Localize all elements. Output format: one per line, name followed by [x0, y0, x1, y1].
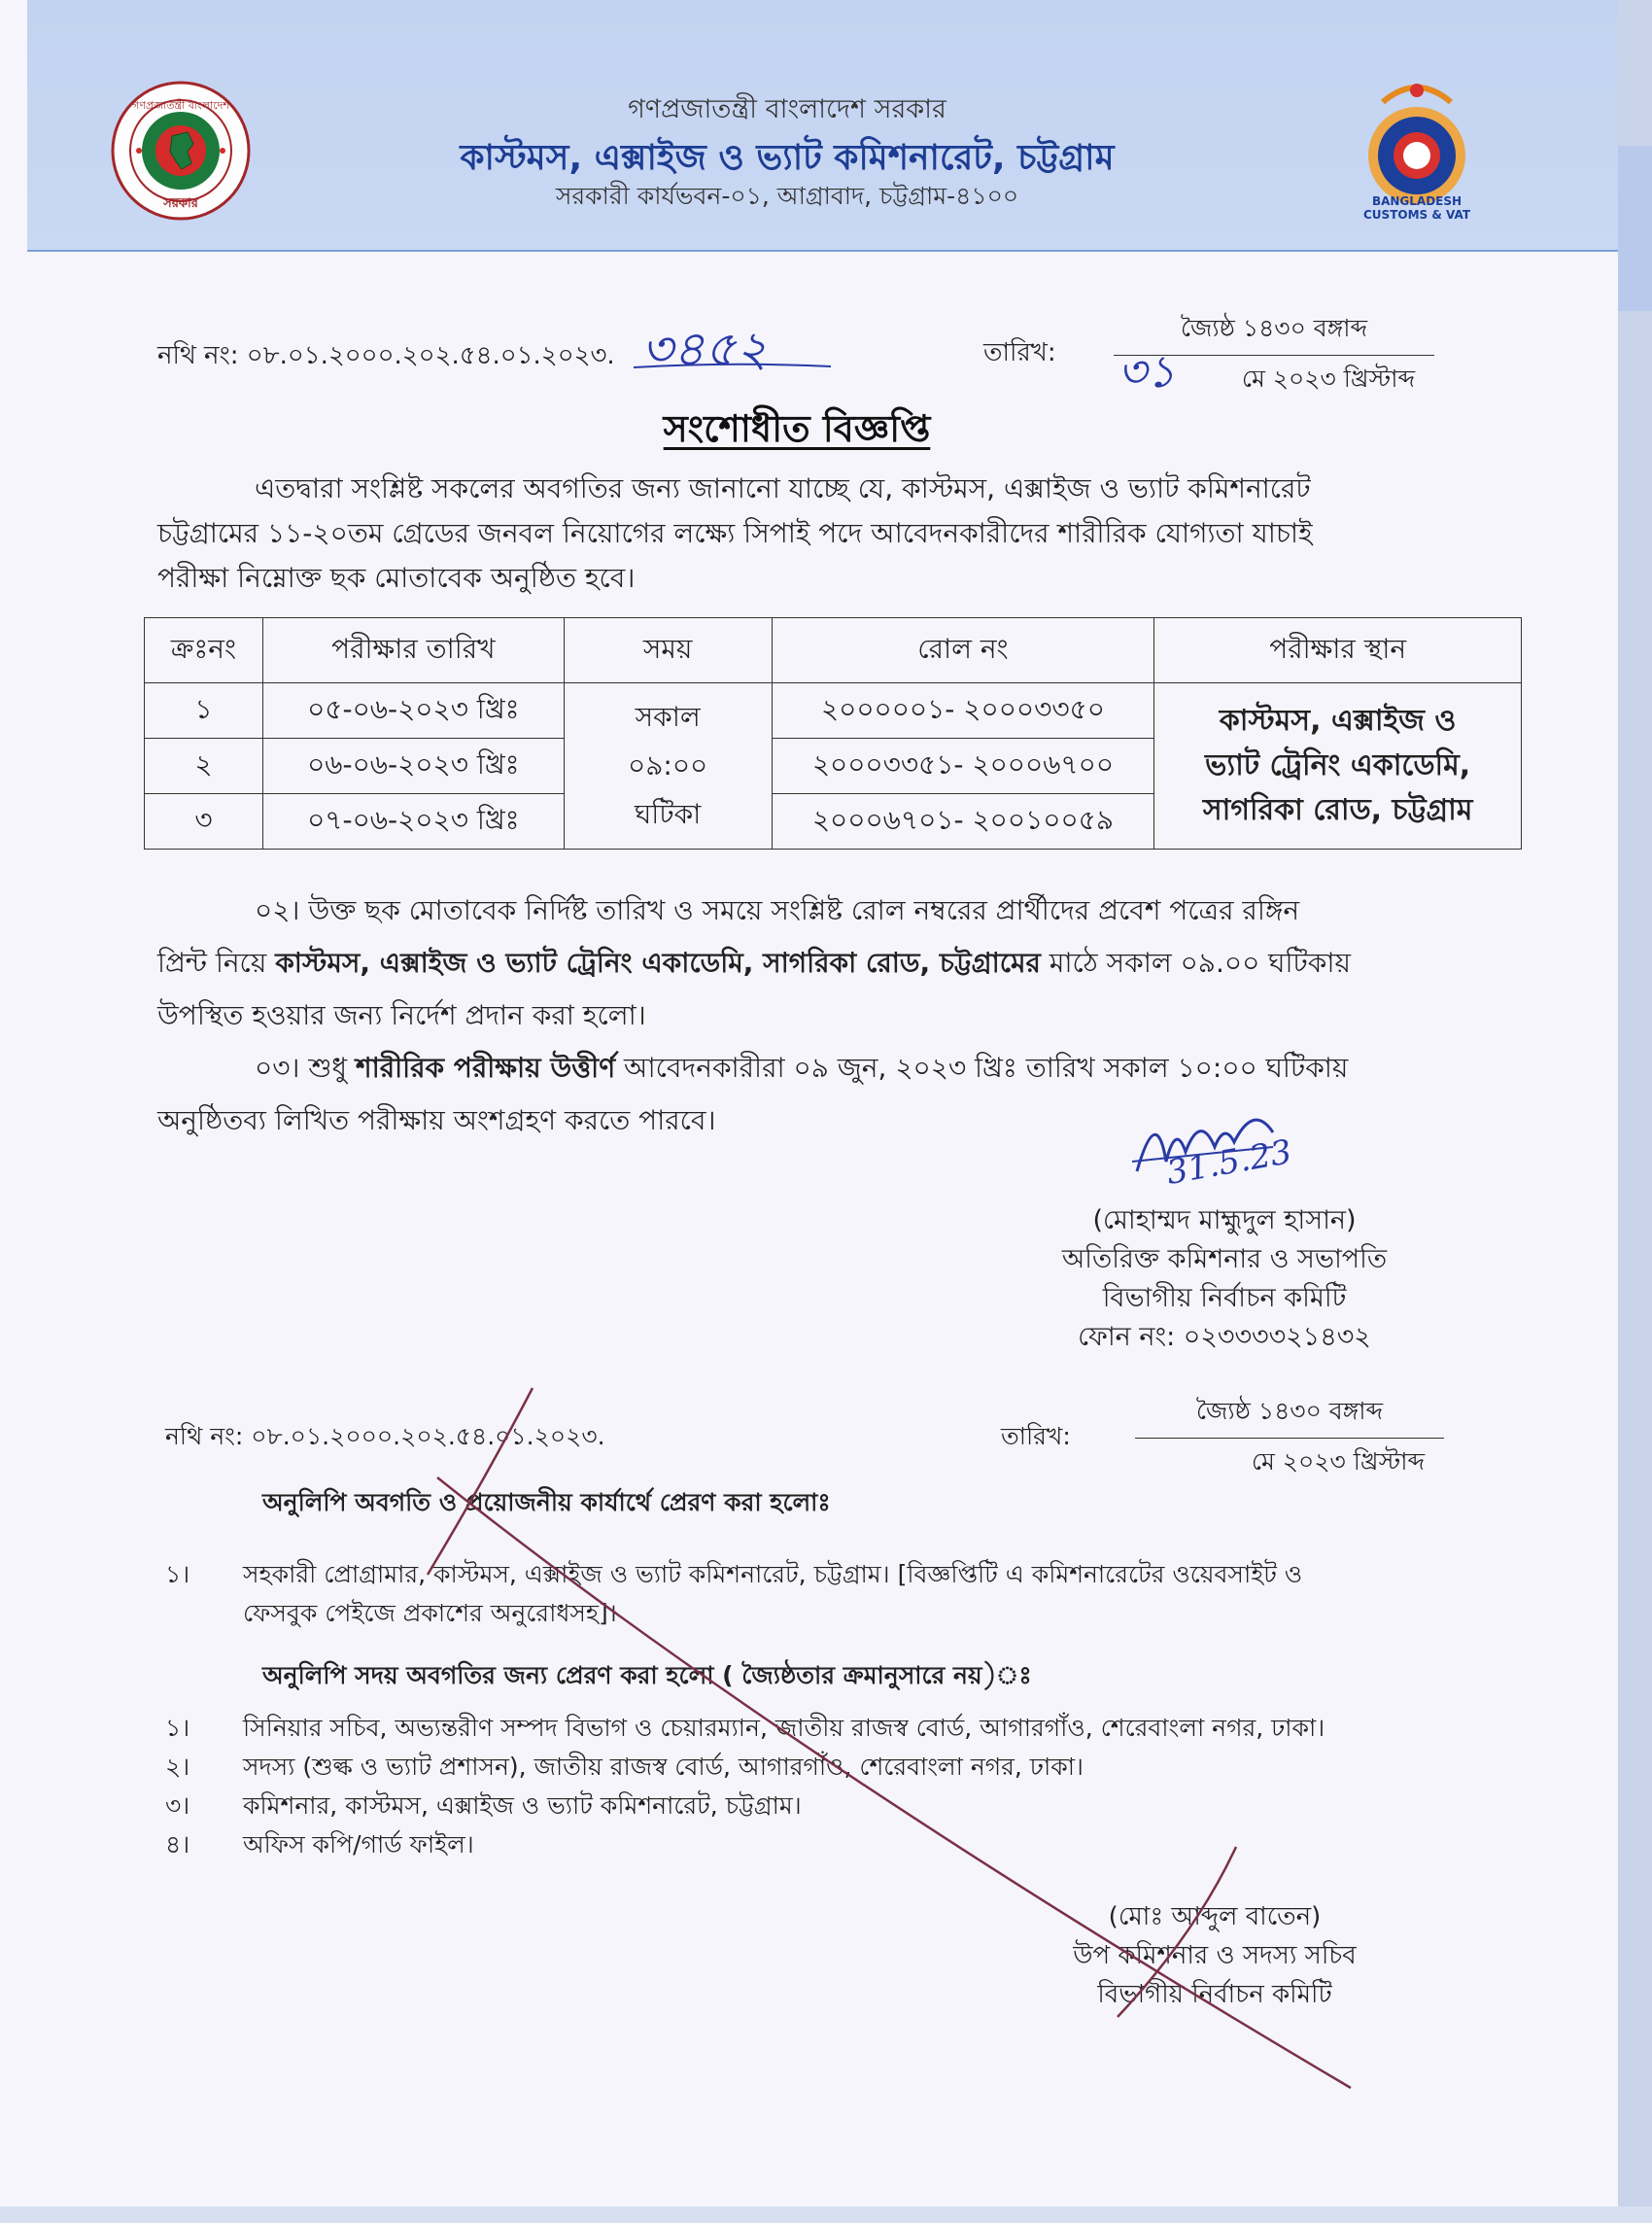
signatory-1-phone: ফোন নং: ০২৩৩৩৩২১৪৩২: [1078, 1322, 1371, 1352]
copy-heading-1: অনুলিপি অবগতি ও প্রয়োজনীয় কার্যার্থে প্রেরণ করা হলোঃ: [262, 1488, 831, 1516]
time-line: ০৯:০০: [628, 749, 708, 782]
para2-text: প্রিন্ট নিয়ে: [157, 947, 276, 979]
signatory-2-name: (মোঃ আব্দুল বাতেন): [1108, 1902, 1322, 1931]
date-english: মে ২০২৩ খ্রিস্টাব্দ: [1241, 365, 1415, 393]
seal-text-top: গণপ্রজাতন্ত্রী বাংলাদেশ: [132, 99, 229, 112]
cell-date: ০৭-০৬-২০২৩ খ্রিঃ: [262, 794, 564, 850]
para3-text: আবেদনকারীরা ০৯ জুন, ২০২৩ খ্রিঃ তারিখ সকাল ১০:০০ ঘটিকায়: [615, 1052, 1349, 1084]
time-line: সকাল: [635, 701, 701, 733]
para2-line: [157, 937, 1450, 990]
table-header-row: [145, 618, 1522, 683]
para3-text: ০৩। শুধু: [255, 1052, 357, 1084]
list-item: [165, 1748, 1458, 1787]
signature-date: 31.5.23: [1163, 1132, 1295, 1193]
reference-number: নথি নং: ০৮.০১.২০০০.২০২.৫৪.০১.২০২৩.: [157, 341, 615, 370]
signatory-2-designation: উপ কমিশনার ও সদস্য সচিব: [1073, 1941, 1357, 1970]
venue-line: ভ্যাট ট্রেনিং একাডেমি,: [1205, 748, 1471, 782]
list-item-text: [243, 1555, 1302, 1633]
list-item-number: ১।: [165, 1560, 190, 1588]
header-serial: ক্রঃনং: [145, 618, 263, 683]
date-bangla: জ্যৈষ্ঠ ১৪৩০ বঙ্গাব্দ: [1114, 309, 1434, 356]
list-item-number: ২।: [165, 1753, 190, 1781]
scan-edge-right: [1618, 146, 1652, 311]
header-roll: রোল নং: [772, 618, 1154, 683]
signatory-1-name: (মোহাম্মদ মাহ্মুদুল হাসান): [1092, 1205, 1357, 1235]
notice-title: সংশোধীত বিজ্ঞপ্তি: [663, 407, 931, 450]
date-label: তারিখ:: [983, 338, 1056, 367]
office-address: সরকারী কার্যভবন-০১, আগ্রাবাদ, চট্টগ্রাম-৪১০০: [555, 182, 1019, 210]
cell-time: [564, 683, 772, 850]
handwritten-underline: [632, 362, 836, 371]
scan-edge-bottom: [0, 2206, 1652, 2223]
copy-date-english: মে ২০২৩ খ্রিস্টাব্দ: [1251, 1447, 1425, 1476]
customs-logo-text: BANGLADESH CUSTOMS & VAT: [1363, 194, 1470, 222]
cell-roll: ২০০০০০১- ২০০০৩৩৫০: [772, 683, 1154, 739]
intro-line: চট্টগ্রামের ১১-২০তম গ্রেডের জনবল নিয়োগের লক্ষ্যে সিপাই পদে আবেদনকারীদের শারীরিক যোগ্যতা যাচাই: [157, 517, 1313, 549]
cell-venue: [1154, 683, 1522, 850]
list-item-line: সহকারী প্রোগ্রামার, কাস্টমস, এক্সাইজ ও ভ্যাট কমিশনারেট, চট্টগ্রাম। [বিজ্ঞপ্তিটি এ কমিশনারেটের ওয়েবসাইট ও: [243, 1560, 1303, 1588]
venue-line: সাগরিকা রোড, চট্টগ্রাম: [1202, 793, 1473, 827]
signatory-1-committee: বিভাগীয় নির্বাচন কমিটি: [1102, 1283, 1347, 1313]
list-item-number: ৪।: [165, 1830, 190, 1858]
copy-reference-number: নথি নং: ০৮.০১.২০০০.২০২.৫৪.০১.২০২৩.: [165, 1422, 605, 1450]
para2-text: মাঠে সকাল ০৯.০০ ঘটিকায়: [1040, 947, 1351, 979]
list-item: [165, 1555, 1448, 1633]
list-item: [165, 1787, 1458, 1825]
signatory-2-block: [1011, 1897, 1419, 2014]
exam-schedule-table: [144, 617, 1522, 850]
copy-date-label: তারিখ:: [1001, 1422, 1071, 1450]
para2-line: ০২। উক্ত ছক মোতাবেক নির্দিষ্ট তারিখ ও সময়ে সংশ্লিষ্ট রোল নম্বরের প্রার্থীদের প্রবেশ পত্রের রঙ্গিন: [255, 894, 1300, 926]
header-time: সময়: [564, 618, 772, 683]
header-venue: পরীক্ষার স্থান: [1154, 618, 1522, 683]
intro-paragraph: [157, 467, 1440, 601]
para3-line: [157, 1042, 1450, 1094]
cell-serial: ৩: [145, 794, 263, 850]
venue-line: কাস্টমস, এক্সাইজ ও: [1219, 704, 1457, 738]
signatory-1-block: [1020, 1201, 1428, 1357]
cell-roll: ২০০০৬৭০১- ২০০১০০৫৯: [772, 794, 1154, 850]
list-item: [165, 1709, 1458, 1748]
para2-line: উপস্থিত হওয়ার জন্য নির্দেশ প্রদান করা হলো।: [157, 999, 646, 1031]
para3-bold: শারীরিক পরীক্ষায় উত্তীর্ণ: [356, 1052, 616, 1084]
list-item: [165, 1825, 1458, 1864]
copy-heading-2: অনুলিপি সদয় অবগতির জন্য প্রেরণ করা হলো ( জ্যৈষ্ঠতার ক্রমানুসারে নয়)ঃ: [262, 1661, 1032, 1689]
signatory-2-committee: বিভাগীয় নির্বাচন কমিটি: [1097, 1980, 1332, 2009]
intro-line: পরীক্ষা নিম্নোক্ত ছক মোতাবেক অনুষ্ঠিত হবে।: [157, 562, 636, 594]
para2-bold-venue: কাস্টমস, এক্সাইজ ও ভ্যাট ট্রেনিং একাডেমি, সাগরিকা রোড, চট্টগ্রামের: [275, 947, 1041, 979]
seal-text-bottom: সরকার: [163, 196, 198, 211]
table-row: [145, 683, 1522, 739]
list-item-line: ফেসবুক পেইজে প্রকাশের অনুরোধসহ]।: [243, 1599, 617, 1627]
intro-line: এতদ্বারা সংশ্লিষ্ট সকলের অবগতির জন্য জানানো যাচ্ছে যে, কাস্টমস, এক্সাইজ ও ভ্যাট কমিশনারেট: [255, 472, 1311, 504]
cell-serial: ২: [145, 739, 263, 794]
copy-list-1: [165, 1555, 1448, 1633]
list-item-text: কমিশনার, কাস্টমস, এক্সাইজ ও ভ্যাট কমিশনারেট, চট্টগ্রাম।: [243, 1791, 802, 1820]
copy-list-2: [165, 1709, 1458, 1864]
government-name: গণপ্রজাতন্ত্রী বাংলাদেশ সরকার: [628, 94, 946, 124]
signatory-1-designation: অতিরিক্ত কমিশনার ও সভাপতি: [1061, 1244, 1388, 1274]
cell-date: ০৫-০৬-২০২৩ খ্রিঃ: [262, 683, 564, 739]
copy-date-bangla: জ্যৈষ্ঠ ১৪৩০ বঙ্গাব্দ: [1135, 1392, 1444, 1439]
cell-date: ০৬-০৬-২০২৩ খ্রিঃ: [262, 739, 564, 794]
time-line: ঘটিকা: [635, 798, 702, 830]
office-name: কাস্টমস, এক্সাইজ ও ভ্যাট কমিশনারেট, চট্টগ্রাম: [460, 138, 1115, 178]
handwritten-date-day: ৩১: [1118, 345, 1176, 398]
list-item-text: সিনিয়ার সচিব, অভ্যন্তরীণ সম্পদ বিভাগ ও চেয়ারম্যান, জাতীয় রাজস্ব বোর্ড, আগারগাঁও, শেরেবাংলা নগর, ঢাকা।: [243, 1714, 1325, 1742]
list-item-number: ১।: [165, 1714, 190, 1742]
list-item-text: সদস্য (শুল্ক ও ভ্যাট প্রশাসন), জাতীয় রাজস্ব বোর্ড, আগারগাঁও, শেরেবাংলা নগর, ঢাকা।: [243, 1753, 1084, 1781]
para3-line: অনুষ্ঠিতব্য লিখিত পরীক্ষায় অংশগ্রহণ করতে পারবে।: [157, 1104, 716, 1136]
handwritten-ref-number: ৩৪৫২: [641, 321, 768, 377]
copy-date-box: [1135, 1392, 1444, 1484]
cell-roll: ২০০০৩৩৫১- ২০০০৬৭০০: [772, 739, 1154, 794]
list-item-number: ৩।: [165, 1791, 190, 1820]
cell-serial: ১: [145, 683, 263, 739]
list-item-text: অফিস কপি/গার্ড ফাইল।: [243, 1830, 474, 1858]
header-exam-date: পরীক্ষার তারিখ: [262, 618, 564, 683]
